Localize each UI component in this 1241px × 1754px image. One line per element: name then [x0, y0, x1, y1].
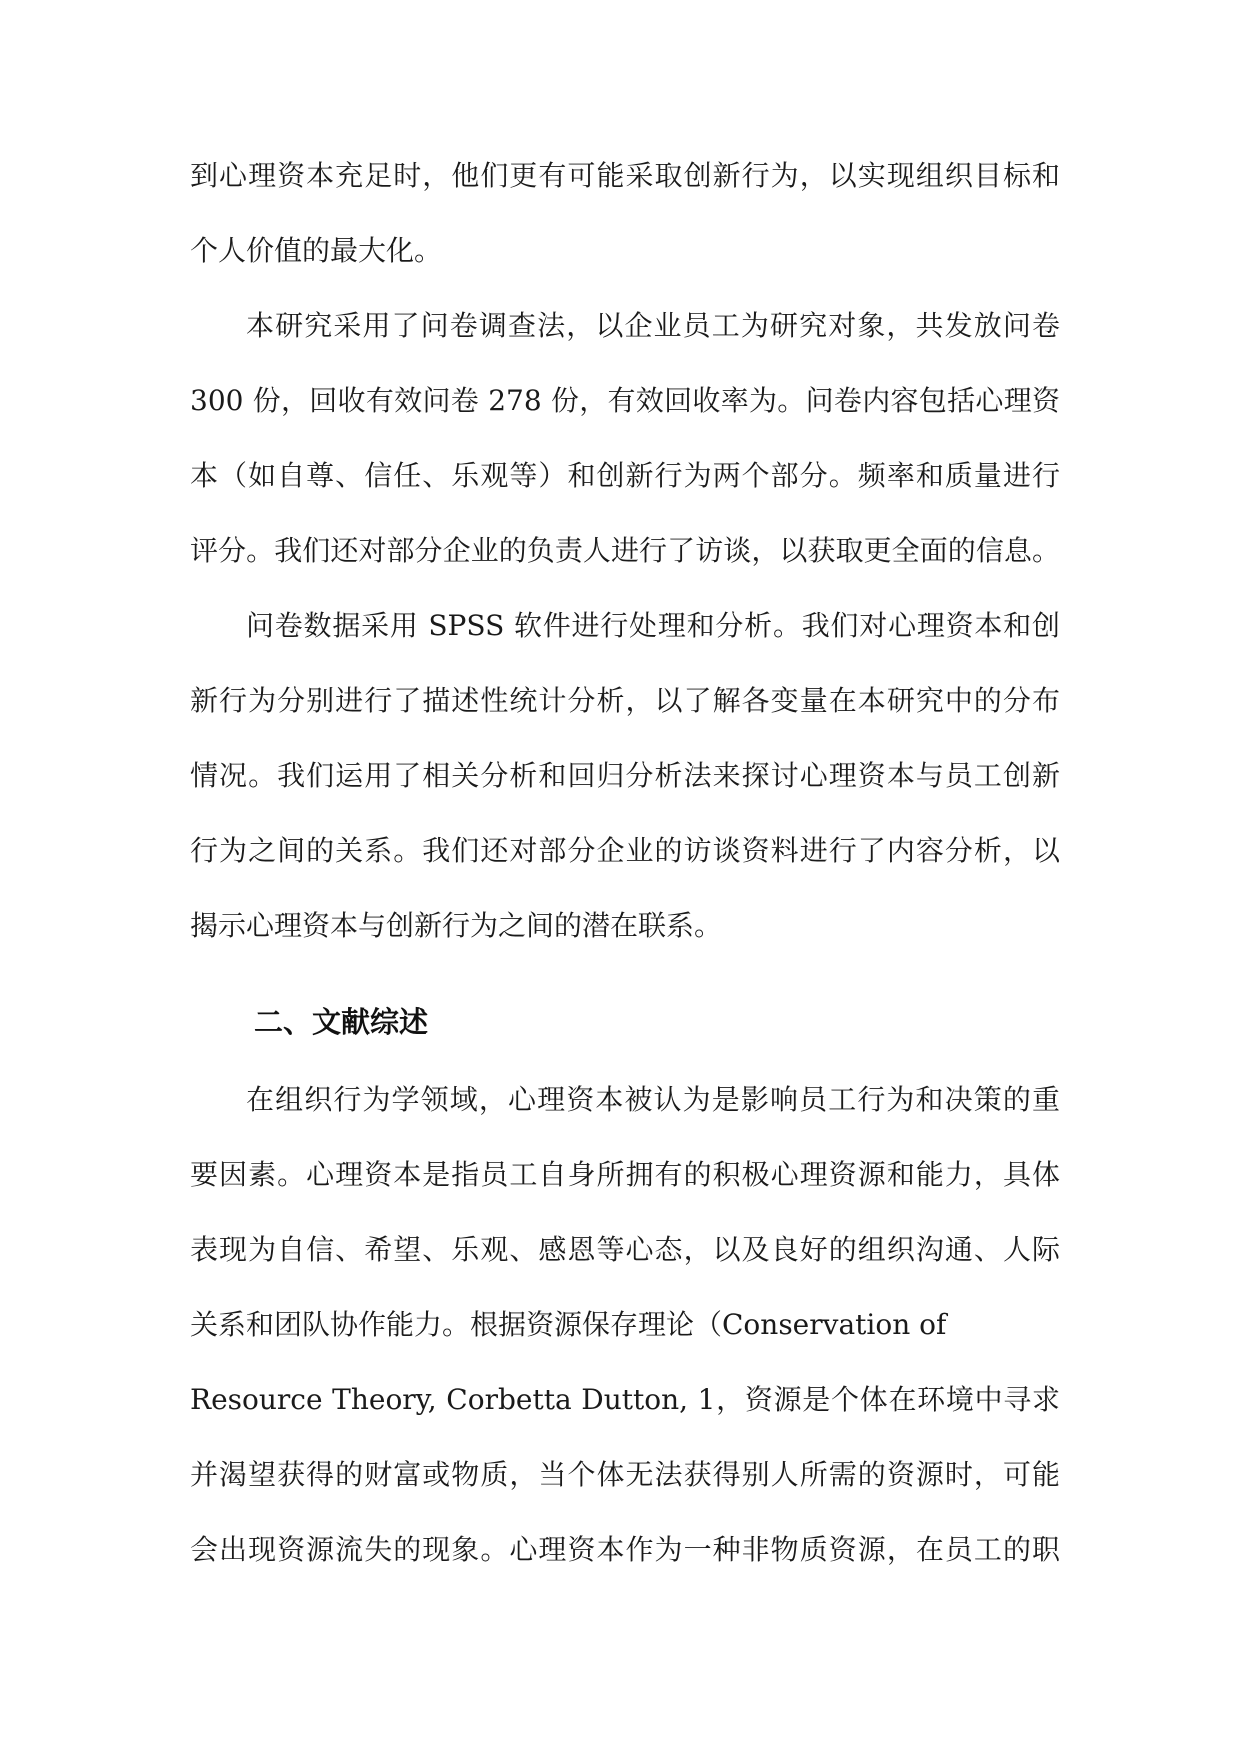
paragraph	[190, 588, 1060, 963]
text-line: 到心理资本充足时，他们更有可能采取创新行为，以实现组织目标和	[190, 159, 1060, 192]
text-line: 行为之间的关系。我们还对部分企业的访谈资料进行了内容分析，以	[190, 834, 1060, 867]
text-line: 问卷数据采用 SPSS 软件进行处理和分析。我们对心理资本和创	[246, 609, 1060, 642]
section-heading: 二、文献综述	[254, 1005, 429, 1039]
text-line: 会出现资源流失的现象。心理资本作为一种非物质资源，在员工的职	[190, 1533, 1060, 1566]
text-line: 新行为分别进行了描述性统计分析，以了解各变量在本研究中的分布	[190, 684, 1060, 717]
paragraph	[190, 138, 1060, 288]
text-line: 个人价值的最大化。	[190, 234, 443, 267]
text-line: 并渴望获得的财富或物质，当个体无法获得别人所需的资源时，可能	[190, 1458, 1060, 1491]
paragraph	[190, 1062, 1060, 1587]
text-line: 揭示心理资本与创新行为之间的潜在联系。	[190, 909, 723, 942]
text-line: 300 份，回收有效问卷 278 份，有效回收率为。问卷内容包括心理资	[190, 384, 1060, 417]
text-line: 在组织行为学领域，心理资本被认为是影响员工行为和决策的重	[246, 1083, 1060, 1116]
paragraph	[190, 288, 1060, 588]
document-body	[190, 138, 1060, 1587]
text-line: 本（如自尊、信任、乐观等）和创新行为两个部分。频率和质量进行	[190, 459, 1060, 492]
text-line: Resource Theory, Corbetta Dutton, 1，资源是个体在环境中寻求	[190, 1383, 1060, 1416]
text-line: 评分。我们还对部分企业的负责人进行了访谈，以获取更全面的信息。	[190, 534, 1060, 567]
text-line: 表现为自信、希望、乐观、感恩等心态，以及良好的组织沟通、人际	[190, 1233, 1060, 1266]
text-line: 本研究采用了问卷调查法，以企业员工为研究对象，共发放问卷	[246, 309, 1060, 342]
text-line: 情况。我们运用了相关分析和回归分析法来探讨心理资本与员工创新	[190, 759, 1060, 792]
text-line: 要因素。心理资本是指员工自身所拥有的积极心理资源和能力，具体	[190, 1158, 1060, 1191]
text-line: 关系和团队协作能力。根据资源保存理论（Conservation of	[190, 1308, 947, 1341]
